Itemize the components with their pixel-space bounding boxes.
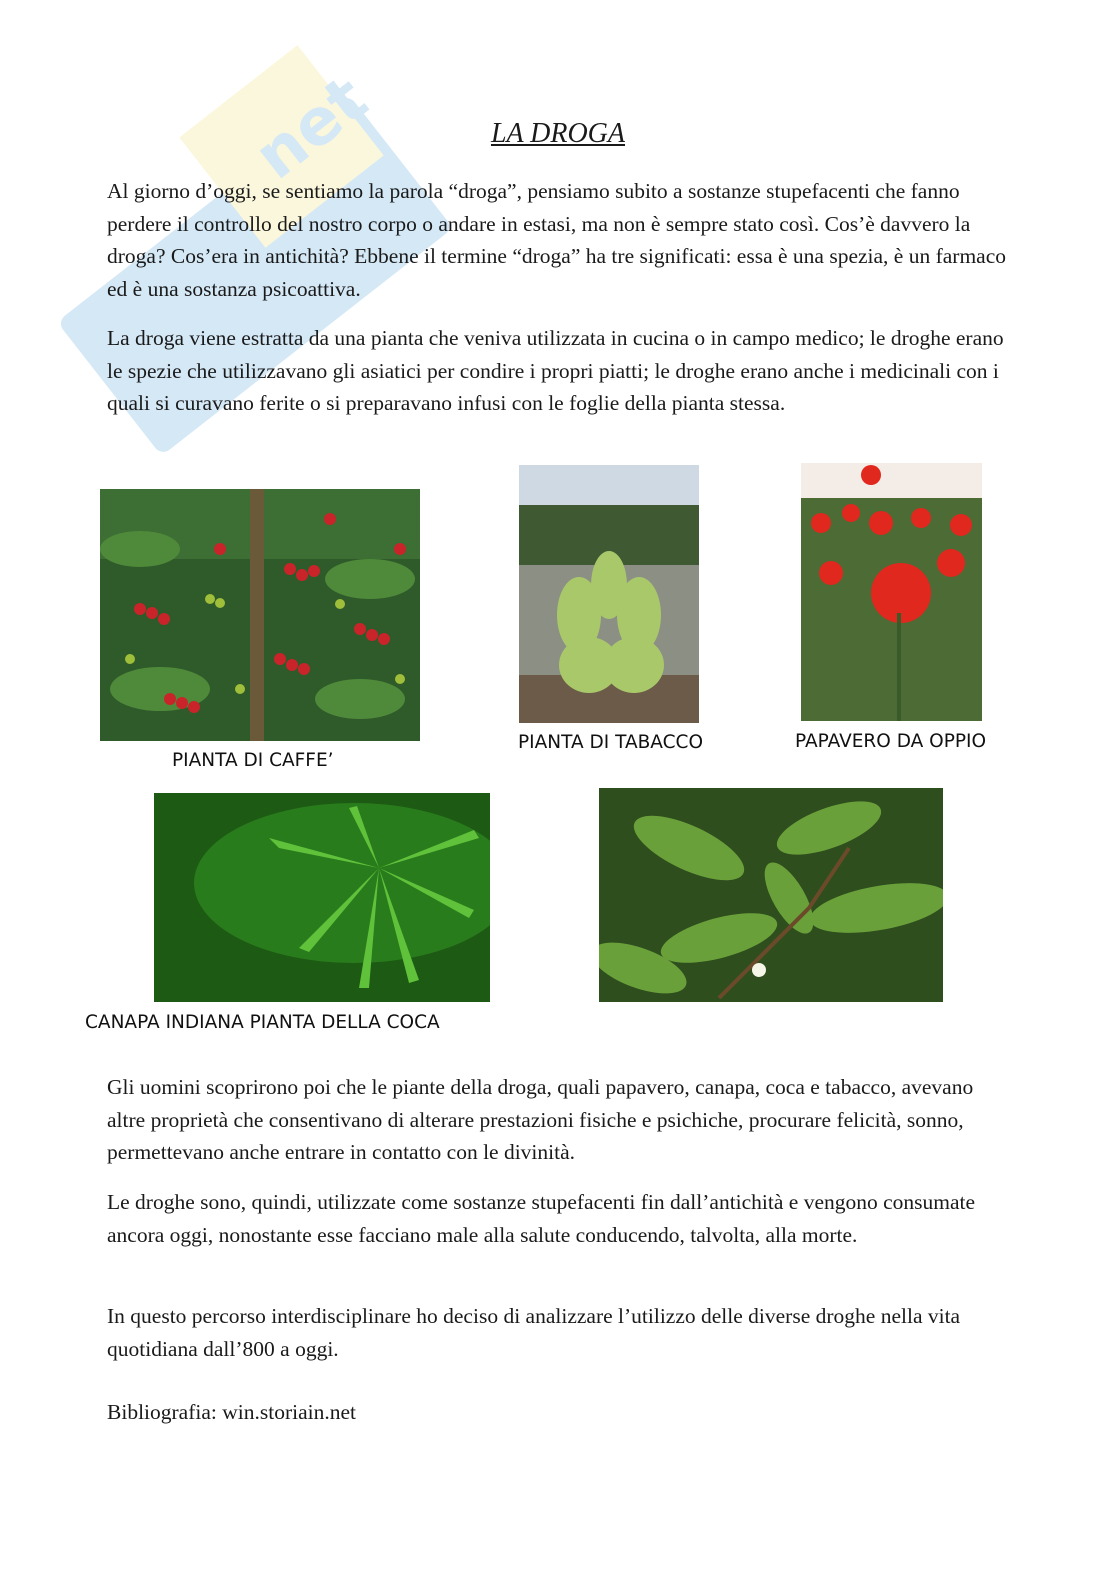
svg-text:net: net xyxy=(241,62,382,195)
coffee-plant-photo xyxy=(100,489,420,741)
caption-cannabis-coca: CANAPA INDIANA PIANTA DELLA COCA xyxy=(85,1012,440,1033)
cannabis-photo xyxy=(154,793,490,1002)
paragraph-extraction: La droga viene estratta da una pianta che veniva utilizzata in cucina o in campo medico; le droghe erano le spezie che utilizzavano gli asiatici per condire i propri piatti; le droghe erano anche i medicinali con i quali si curavano ferite o si preparavano infusi con le foglie della pianta stessa. xyxy=(107,326,1004,415)
caption-coffee: PIANTA DI CAFFE’ xyxy=(172,750,334,771)
page-title: LA DROGA xyxy=(490,118,626,149)
caption-poppy: PAPAVERO DA OPPIO xyxy=(795,731,987,752)
intro-paragraph: Al giorno d’oggi, se sentiamo la parola “droga”, pensiamo subito a sostanze stupefacenti che fanno perdere il controllo del nostro corpo o andare in estasi, ma non è sempre stato così. Cos’è davvero la droga? Cos’era in antichità? Ebbene il termine “droga” ha tre significati: essa è una spezia, è un farmaco ed è una sostanza psicoattiva. xyxy=(107,179,1007,301)
coca-plant-photo xyxy=(599,788,943,1002)
paragraph-path: In questo percorso interdisciplinare ho deciso di analizzare l’utilizzo delle diverse droghe nella vita quotidiana dall’800 a oggi. xyxy=(107,1304,961,1361)
paragraph-properties: Gli uomini scoprirono poi che le piante della droga, quali papavero, canapa, coca e tabacco, avevano altre proprietà che consentivano di alterare prestazioni fisiche e psichiche, procurare felicità, sonno, permettevano anche entrare in contatto con le divinità. xyxy=(107,1075,974,1164)
caption-tobacco: PIANTA DI TABACCO xyxy=(518,732,704,753)
poppy-photo xyxy=(801,463,982,721)
tobacco-plant-photo xyxy=(519,465,699,723)
paragraph-consumption: Le droghe sono, quindi, utilizzate come sostanze stupefacenti fin dall’antichità e vengono consumate ancora oggi, nonostante esse facciano male alla salute conducendo, talvolta, alla morte. xyxy=(107,1190,976,1247)
bibliography: Bibliografia: win.storiain.net xyxy=(107,1400,356,1424)
